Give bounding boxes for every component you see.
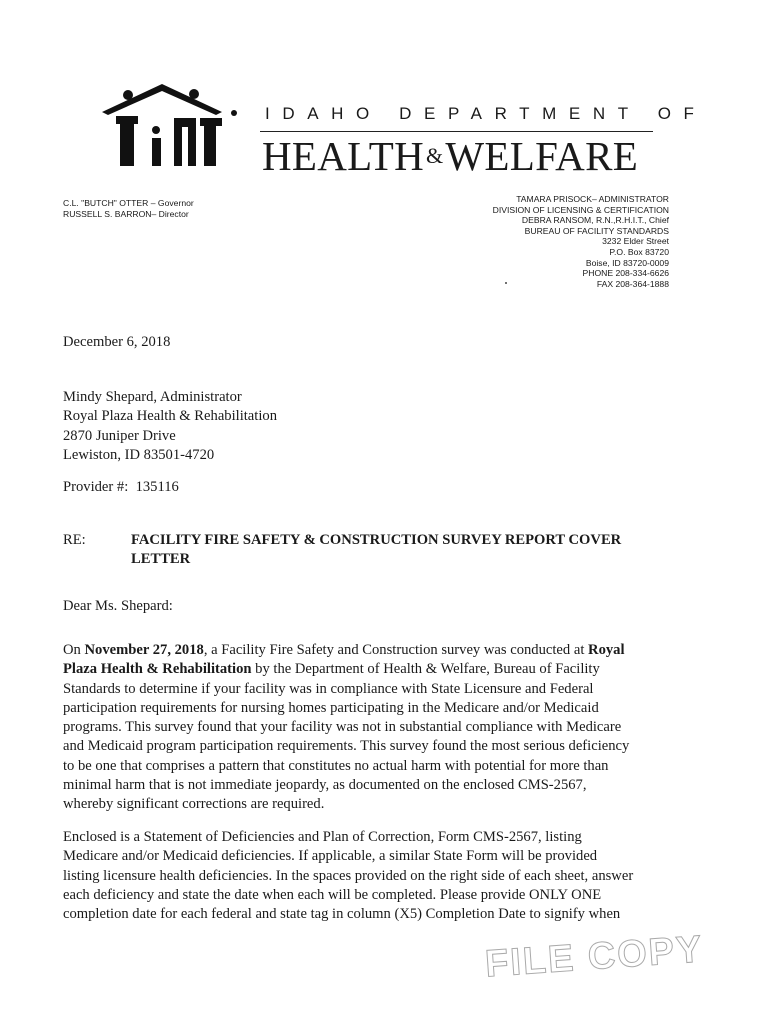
phone-line: PHONE 208-334-6626 [582, 268, 669, 279]
paragraph-line [63, 641, 629, 660]
scan-speck [505, 282, 507, 284]
department-name-line1: IDAHO DEPARTMENT OF [265, 104, 707, 123]
paragraph-line: completion date for each federal and state tag in column (X5) Completion Date to signify when [63, 906, 621, 923]
provider-number: 135116 [135, 479, 179, 495]
text-run: Standards to determine if your facility was in compliance with State Licensure and Federal [63, 680, 594, 697]
city-line: Boise, ID 83720-0009 [585, 257, 669, 268]
text-run: participation requirements for nursing homes participating in the Medicare and/or Medicaid [63, 699, 599, 716]
re-label: RE: [63, 532, 86, 548]
paragraph-line [63, 795, 629, 814]
paragraph-line: listing licensure health deficiencies. In the spaces provided on the right side of each sheet, answer [63, 867, 634, 884]
paragraph-line [63, 699, 629, 718]
text-run: minimal harm that is not immediate jeopardy, as documented on the enclosed CMS-2567, [63, 777, 587, 794]
text-run: On [63, 642, 85, 658]
bold-run: Plaza Health & Rehabilitation [63, 661, 252, 678]
administrator-line: TAMARA PRISOCK– ADMINISTRATOR [516, 194, 669, 204]
director-line: RUSSELL S. BARRON– Director [63, 208, 189, 219]
recipient-name: Mindy Shepard, Administrator [63, 389, 242, 405]
provider-label: Provider #: [63, 479, 129, 495]
division-line: DIVISION OF LICENSING & CERTIFICATION [492, 204, 669, 215]
re-subject-line1: FACILITY FIRE SAFETY & CONSTRUCTION SURVEY REPORT COVER [131, 532, 622, 548]
text-run: , a Facility Fire Safety and Construction survey was conducted at [203, 642, 589, 658]
paragraph-line [63, 718, 629, 737]
paragraph-line: each deficiency and state the date when each will be completed. Please provide ONLY ONE [63, 886, 602, 903]
department-name-ampersand: & [426, 143, 444, 168]
re-subject [131, 531, 671, 570]
text-run: by the Department of Health & Welfare, Bureau of Facility [251, 661, 600, 678]
paragraph-survey-results [63, 641, 629, 815]
text-run: and Medicaid program participation requirements. This survey found the most serious deficiency [63, 738, 630, 755]
po-box-line: P.O. Box 83720 [609, 246, 669, 257]
officials-left-block [63, 198, 194, 219]
file-copy-stamp: FILE COPY [483, 928, 705, 986]
paragraph-line [63, 660, 629, 679]
paragraph-line [63, 680, 629, 699]
text-run: whereby significant corrections are required. [63, 796, 325, 813]
department-name-health: HEALTH [262, 133, 424, 179]
recipient-facility: Royal Plaza Health & Rehabilitation [63, 408, 277, 425]
recipient-address [63, 388, 277, 465]
fax-line: FAX 208-364-1888 [596, 278, 669, 289]
recipient-city: Lewiston, ID 83501-4720 [63, 446, 215, 463]
officials-right-block [493, 194, 669, 289]
bold-run: Royal [588, 642, 625, 658]
salutation: Dear Ms. Shepard: [63, 598, 173, 614]
re-subject-line2: LETTER [131, 551, 191, 568]
department-name-line2 [262, 132, 638, 180]
chief-line: DEBRA RANSOM, R.N.,R.H.I.T., Chief [521, 215, 669, 226]
department-name-welfare: WELFARE [445, 133, 639, 179]
paragraph-enclosure-instructions [63, 828, 633, 924]
text-run: to be one that comprises a pattern that constitutes no actual harm with potential for more than [63, 757, 609, 774]
paragraph-line: Medicare and/or Medicaid deficiencies. If applicable, a similar State Form will be provided [63, 848, 598, 865]
bold-run: November 27, 2018 [84, 642, 204, 658]
idhw-logo-icon [98, 82, 240, 168]
paragraph-line [63, 776, 629, 795]
paragraph-line [63, 757, 629, 776]
paragraph-line: Enclosed is a Statement of Deficiencies and Plan of Correction, Form CMS-2567, listing [63, 829, 582, 845]
text-run: programs. This survey found that your facility was not in substantial compliance with Medicare [63, 719, 622, 736]
street-line: 3232 Elder Street [602, 236, 669, 247]
paragraph-line [63, 737, 629, 756]
bureau-line: BUREAU OF FACILITY STANDARDS [524, 225, 669, 236]
letter-date: December 6, 2018 [63, 334, 171, 350]
recipient-street: 2870 Juniper Drive [63, 427, 176, 444]
provider-number-line [63, 478, 179, 497]
governor-line: C.L. "BUTCH" OTTER – Governor [63, 198, 194, 208]
